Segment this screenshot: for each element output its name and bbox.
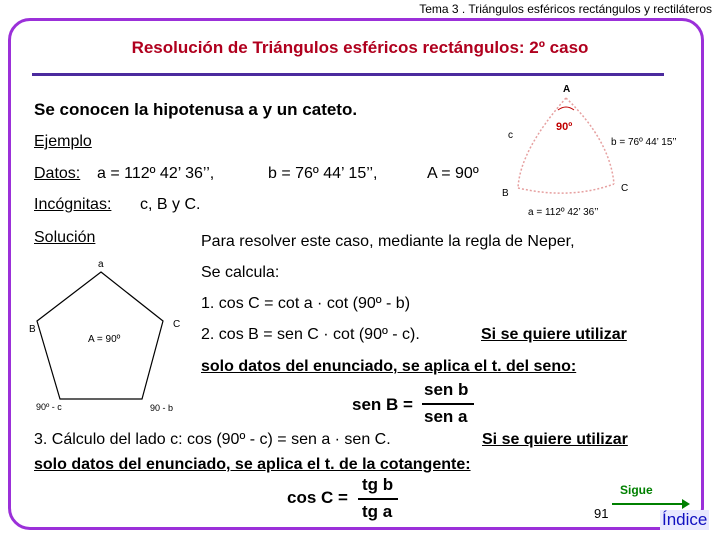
step-3-note-cont: solo datos del enunciado, se aplica el t. de la cotangente: [34,456,471,473]
triangle-angle-label: 90º [556,121,573,133]
page-number: 91 [594,506,609,521]
title-divider [32,73,664,76]
step-3-note: Si se quiere utilizar [482,431,628,448]
spherical-triangle-figure [490,80,700,225]
datos-b: b = 76º 44’ 15’’, [268,165,378,182]
formula-senB-lhs: sen B = [352,395,413,414]
triangle-side-b: b = 76º 44’ 15’’ [611,137,677,148]
triangle-side-a: a = 112º 42’ 36’’ [528,207,599,218]
triangle-side-c: c [508,130,513,141]
step-2-note: Si se quiere utilizar [481,326,627,343]
triangle-vertex-B: B [502,188,509,199]
datos-a: a = 112º 42’ 36’’, [97,165,215,182]
formula-cosC-lhs: cos C = [287,488,348,507]
formula-senB-line [422,403,474,405]
step-se-calcula: Se calcula: [201,264,280,281]
formula-cosC-line [358,498,398,500]
triangle-vertex-C: C [621,183,629,194]
intro-text: Se conocen la hipotenusa a y un cateto. [34,100,358,119]
pentagon-center: A = 90º [88,334,121,345]
incognitas-value: c, B y C. [140,196,201,213]
incognitas-label: Incógnitas: [34,196,112,213]
sigue-link[interactable]: Sigue [620,483,653,497]
datos-label: Datos: [34,165,81,182]
step-3: 3. Cálculo del lado c: cos (90º - c) = sen a · sen C. [34,431,391,448]
step-1: 1. cos C = cot a · cot (90º - b) [201,295,411,312]
neper-pentagon-figure [28,255,193,415]
indice-link[interactable]: Índice [662,510,708,529]
pentagon-B: B [29,324,36,335]
pentagon-a: a [98,259,104,270]
next-arrow-icon[interactable] [612,499,690,509]
formula-cosC-den: tg a [362,502,393,521]
header-title: Tema 3 . Triángulos esféricos rectángulos y rectiláteros [419,2,712,16]
datos-A: A = 90º [427,165,479,182]
pentagon-C: C [173,319,181,330]
pentagon-left-bottom: 90º - c [36,402,62,412]
formula-cosC-num: tg b [362,475,394,494]
ejemplo-label: Ejemplo [34,133,92,150]
triangle-vertex-A: A [563,84,571,95]
step-2-note-cont: solo datos del enunciado, se aplica el t. del seno: [201,358,577,375]
solucion-label: Solución [34,229,96,246]
step-intro: Para resolver este caso, mediante la regla de Neper, [201,233,575,250]
pentagon-right-bottom: 90 - b [150,403,174,413]
step-2: 2. cos B = sen C · cot (90º - c). [201,326,420,343]
formula-senB-num: sen b [424,380,469,399]
formula-senB-den: sen a [424,407,468,426]
page-title: Resolución de Triángulos esféricos rectángulos: 2º caso [131,38,589,57]
